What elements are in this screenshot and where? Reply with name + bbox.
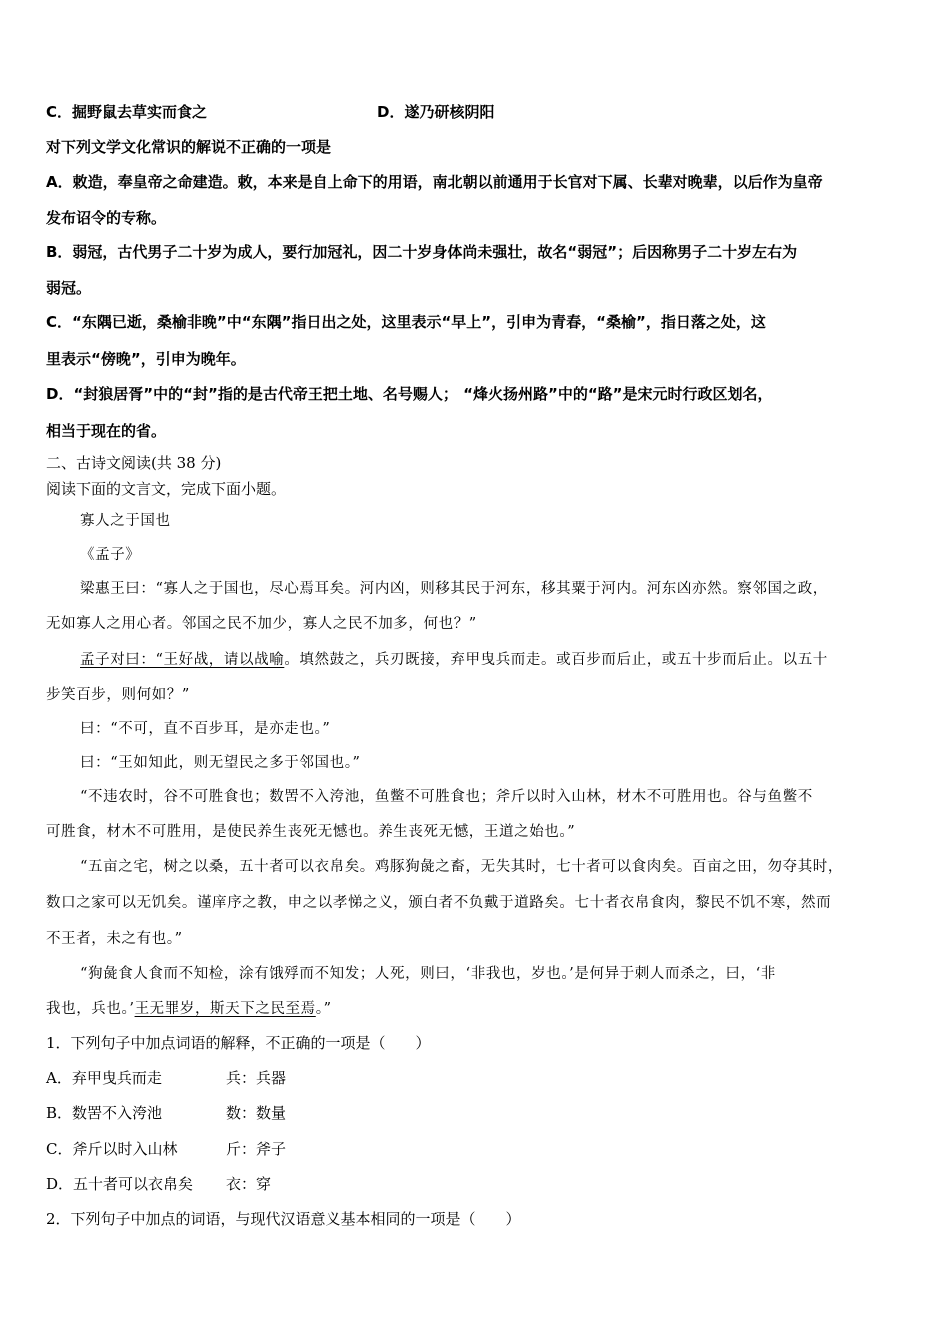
passage-p2-line2: 步笑百步，则何如？”: [46, 687, 190, 703]
section-heading: 二、古诗文阅读(共 38 分): [46, 454, 222, 472]
option-gloss: 衣：穿: [226, 1175, 272, 1193]
option-letter: B．: [46, 1104, 73, 1122]
passage-p5-line2: 可胜食，材木不可胜用，是使民养生丧死无憾也。养生丧死无憾，王道之始也。”: [46, 824, 576, 840]
option-gloss: 数：数量: [226, 1104, 287, 1122]
underlined-sentence: 孟子对曰：“王好战，请以战喻: [80, 652, 285, 668]
option-letter: C．: [46, 1140, 73, 1158]
passage-p2-line1: [80, 650, 910, 670]
passage-p5-line1: “不违农时，谷不可胜食也；数罟不入洿池，鱼鳖不可胜食也；斧斤以时入山林，材木不可胜用也。谷与鱼鳖不: [80, 789, 813, 805]
q2-stem: 2．下列句子中加点的词语，与现代汉语意义基本相同的一项是（ ）: [46, 1210, 521, 1228]
passage-p6-line3: 不王者，未之有也。”: [46, 931, 183, 947]
q1-option-a: [46, 1068, 910, 1088]
option-a-line1: A．敕造，奉皇帝之命建造。敕，本来是自上命下的用语，南北朝以前通用于长官对下属、长辈对晚辈，以后作为皇帝: [46, 173, 823, 191]
underlined-sentence: 王无罪岁，斯天下之民至焉: [134, 1001, 316, 1017]
option-letter: D．: [46, 1175, 74, 1193]
option-c: C．掘野鼠去草实而食之: [46, 103, 208, 121]
section-instruction: 阅读下面的文言文，完成下面小题。: [46, 480, 287, 498]
q1-option-d: [46, 1174, 910, 1194]
option-d: D．遂乃研核阴阳: [377, 103, 495, 121]
option-sentence: 五十者可以衣帛矣: [73, 1175, 194, 1193]
passage-source: 《孟子》: [80, 547, 141, 563]
passage-p1-line1: 梁惠王曰：“寡人之于国也，尽心焉耳矣。河内凶，则移其民于河东，移其粟于河内。河东凶亦然。察邻国之政，: [80, 581, 828, 597]
option-gloss: 斤：斧子: [226, 1140, 287, 1158]
option-d-line2: 相当于现在的省。: [46, 422, 167, 440]
passage-p6-line2: 数口之家可以无饥矣。谨庠序之教，申之以孝悌之义，颁白者不负戴于道路矣。七十者衣帛食肉，黎民不饥不寒，然而: [46, 895, 832, 911]
option-d-line1: D．“封狼居胥”中的“封”指的是古代帝王把土地、名号赐人； “烽火扬州路”中的“路”是宋元时行政区划名，: [46, 385, 773, 403]
option-c-line1: C．“东隅已逝，桑榆非晚”中“东隅”指日出之处，这里表示“早上”，引申为青春，“桑榆”，指日落之处，这: [46, 313, 766, 331]
option-b-line1: B．弱冠，古代男子二十岁为成人，要行加冠礼，因二十岁身体尚未强壮，故名“弱冠”；后因称男子二十岁左右为: [46, 243, 798, 261]
q1-stem: 1．下列句子中加点词语的解释，不正确的一项是（ ）: [46, 1034, 431, 1052]
option-c-line2: 里表示“傍晚”，引申为晚年。: [46, 350, 246, 368]
option-sentence: 弃甲曳兵而走: [71, 1069, 162, 1087]
passage-p3: 曰：“不可，直不百步耳，是亦走也。”: [80, 721, 331, 737]
passage-text: 我也，兵也。’: [46, 1001, 135, 1017]
q1-option-c: [46, 1139, 910, 1159]
passage-p7-line2: [46, 999, 910, 1019]
option-a-line2: 发布诏令的专称。: [46, 209, 167, 227]
passage-p4: 曰：“王如知此，则无望民之多于邻国也。”: [80, 755, 361, 771]
option-row: [46, 102, 910, 122]
option-sentence: 数罟不入洿池: [72, 1104, 163, 1122]
passage-p1-line2: 无如寡人之用心者。邻国之民不加少，寡人之民不加多，何也？”: [46, 616, 477, 632]
option-b-line2: 弱冠。: [46, 279, 92, 297]
q1-option-b: [46, 1103, 910, 1123]
option-letter: A．: [46, 1069, 72, 1087]
passage-p6-line1: “五亩之宅，树之以桑，五十者可以衣帛矣。鸡豚狗彘之畜，无失其时，七十者可以食肉矣。百亩之田，勿夺其时，: [80, 859, 844, 875]
passage-text: 。填然鼓之，兵刃既接，弃甲曳兵而走。或百步而后止，或五十步而后止。以五十: [284, 652, 828, 668]
option-sentence: 斧斤以时入山林: [72, 1140, 178, 1158]
option-gloss: 兵：兵器: [226, 1069, 287, 1087]
passage-text: 。”: [315, 1001, 332, 1017]
passage-title: 寡人之于国也: [80, 513, 171, 529]
question-stem: 对下列文学文化常识的解说不正确的一项是: [46, 138, 332, 156]
passage-p7-line1: “狗彘食人食而不知检，涂有饿殍而不知发；人死，则曰，‘非我也，岁也。’是何异于刺人而杀之，曰，‘非: [80, 966, 776, 982]
